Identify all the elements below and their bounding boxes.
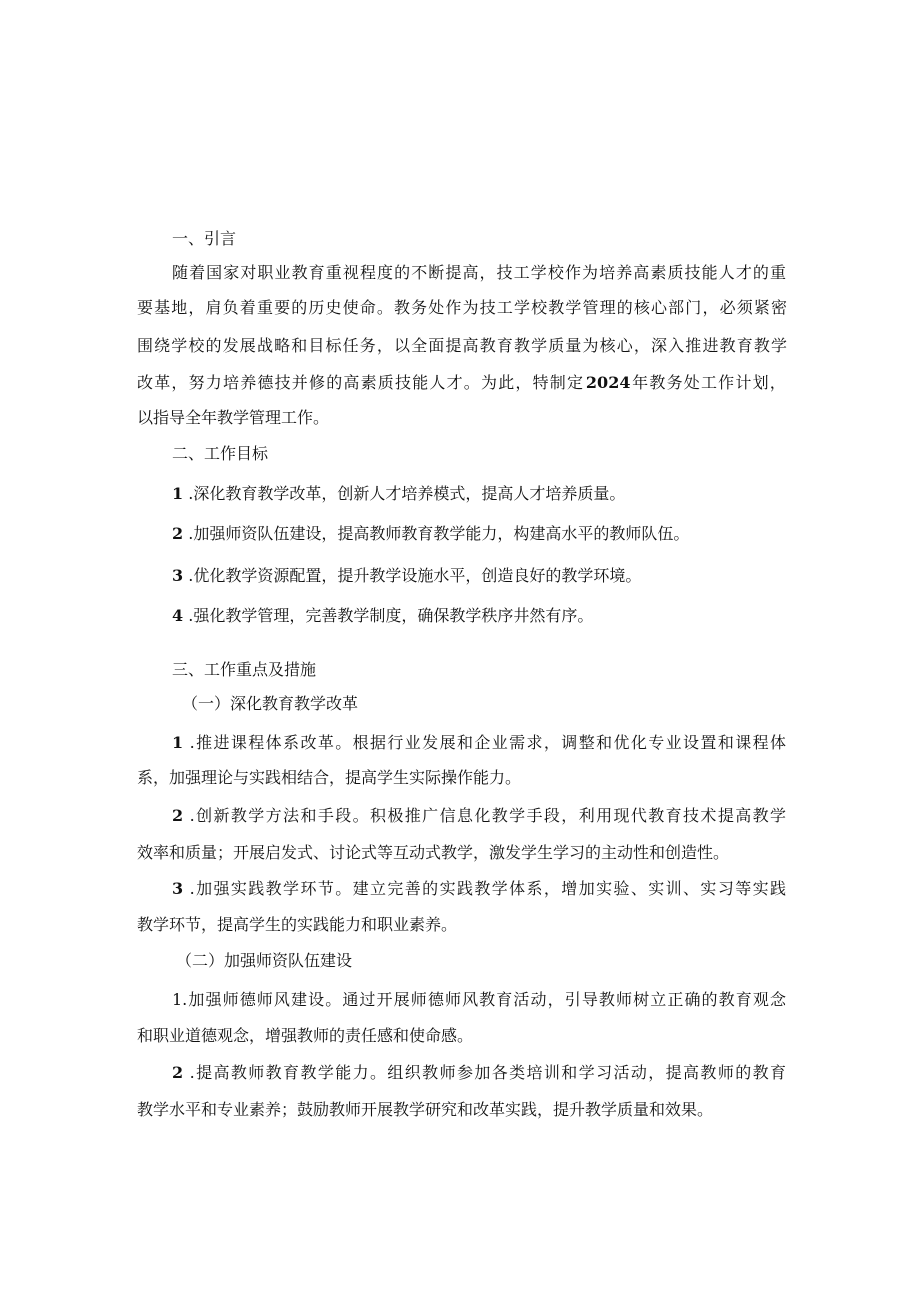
item-text: .加强师资队伍建设，提高教师教育教学能力，构建高水平的教师队伍。 — [188, 524, 690, 543]
item-text: .提高教师教育教学能力。组织教师参加各类培训和学习活动，提高教师的教育 — [189, 1063, 786, 1082]
list-item — [172, 1063, 786, 1083]
year-number: 2024 — [585, 373, 631, 392]
list-item — [172, 566, 822, 586]
item-text: .创新教学方法和手段。积极推广信息化教学手段，利用现代教育技术提高教学 — [189, 806, 786, 825]
section-heading-intro: 一、引言 — [172, 229, 237, 248]
list-item — [172, 524, 822, 544]
list-item: 1.加强师德师风建设。通过开展师德师风教育活动，引导教师树立正确的教育观念 — [172, 990, 786, 1009]
item-text: .加强实践教学环节。建立完善的实践教学体系，增加实验、实训、实习等实践 — [189, 879, 786, 898]
list-item — [172, 806, 786, 826]
paragraph-line: 随着国家对职业教育重视程度的不断提高，技工学校作为培养高素质技能人才的重 — [172, 263, 786, 282]
paragraph-line: 以指导全年教学管理工作。 — [137, 408, 330, 427]
list-item — [172, 484, 822, 504]
item-continuation: 教学环节，提高学生的实践能力和职业素养。 — [137, 915, 458, 934]
paragraph-line: 围绕学校的发展战略和目标任务，以全面提高教育教学质量为核心，深入推进教育教学 — [137, 336, 787, 355]
item-continuation: 系，加强理论与实践相结合，提高学生实际操作能力。 — [137, 768, 522, 787]
paragraph-line — [137, 373, 787, 393]
paragraph-text: 改革，努力培养德技并修的高素质技能人才。为此，特制定 — [137, 373, 585, 392]
paragraph-text: 年教务处工作计划， — [632, 373, 787, 392]
item-number: 3 — [172, 879, 184, 898]
section-heading-measures: 三、工作重点及措施 — [172, 660, 317, 679]
subsection-heading: （一）深化教育教学改革 — [182, 694, 359, 713]
item-number: 4 — [172, 606, 184, 625]
item-continuation: 效率和质量；开展启发式、讨论式等互动式教学，激发学生学习的主动性和创造性。 — [137, 843, 730, 862]
item-text: .优化教学资源配置，提升教学设施水平，创造良好的教学环境。 — [188, 566, 642, 585]
paragraph-line: 要基地，肩负着重要的历史使命。教务处作为技工学校教学管理的核心部门，必须紧密 — [137, 298, 787, 317]
list-item — [172, 879, 786, 899]
item-number: 2 — [172, 1063, 184, 1082]
item-number: 1 — [172, 484, 184, 503]
item-number: 2 — [172, 524, 184, 543]
item-text: .深化教育教学改革，创新人才培养模式，提高人才培养质量。 — [188, 484, 626, 503]
item-text: .推进课程体系改革。根据行业发展和企业需求，调整和优化专业设置和课程体 — [189, 733, 786, 752]
item-number: 1 — [172, 733, 184, 752]
list-item — [172, 733, 786, 753]
item-continuation: 教学水平和专业素养；鼓励教师开展教学研究和改革实践，提升教学质量和效果。 — [137, 1100, 714, 1119]
list-item — [172, 606, 822, 626]
subsection-heading: （二）加强师资队伍建设 — [176, 951, 353, 970]
section-heading-goals: 二、工作目标 — [172, 444, 269, 463]
item-text: .强化教学管理，完善教学制度，确保教学秩序井然有序。 — [188, 606, 594, 625]
item-number: 3 — [172, 566, 184, 585]
item-continuation: 和职业道德观念，增强教师的责任感和使命感。 — [137, 1026, 474, 1045]
item-number: 2 — [172, 806, 184, 825]
